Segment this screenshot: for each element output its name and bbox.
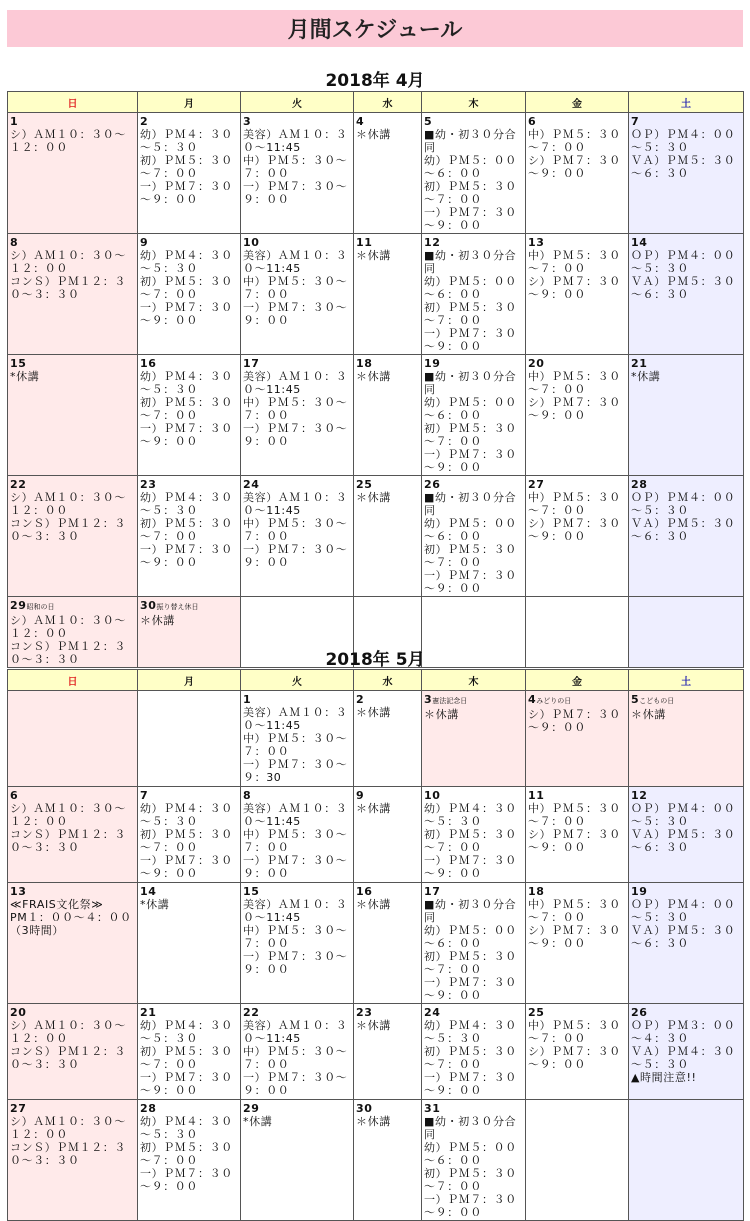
day-number: 15 xyxy=(10,357,27,370)
schedule-entry: PM１：００～４：００ xyxy=(10,911,132,924)
day-number: 14 xyxy=(631,236,648,249)
schedule-entry: ＶＡ）ＰＭ５：３０～６：３０ xyxy=(631,275,736,301)
weekday-header: 金 xyxy=(526,92,629,113)
schedule-entry: 一）ＰＭ７：３０～９：００ xyxy=(140,180,233,206)
weekday-header: 火 xyxy=(241,92,354,113)
schedule-entry: コンＳ）ＰＭ１２：３０～３：３０ xyxy=(10,275,126,301)
day-cell xyxy=(138,476,241,597)
day-cell xyxy=(138,787,241,883)
day-cell xyxy=(422,113,526,234)
day-number: 31 xyxy=(424,1102,441,1115)
schedule-entry: ＊休講 xyxy=(356,802,391,815)
schedule-entry: 初）ＰＭ５：３０～７：００ xyxy=(140,1045,233,1071)
week-row xyxy=(8,1004,744,1100)
day-cell xyxy=(526,691,629,787)
schedule-entry: 中）ＰＭ５：３０～７：００ xyxy=(528,1019,621,1045)
weekday-header: 火 xyxy=(241,670,354,691)
schedule-entry: 一）ＰＭ７：３０～９：００ xyxy=(424,976,517,1002)
schedule-entry: 一）ＰＭ７：３０～９：００ xyxy=(243,1071,348,1097)
day-cell xyxy=(354,691,422,787)
schedule-entry: 美容）ＡＭ１０：３０～11:45 xyxy=(243,706,348,732)
schedule-entry: ＶＡ）ＰＭ５：３０～６：３０ xyxy=(631,924,736,950)
schedule-entry: 幼）ＰＭ５：００～６：００ xyxy=(424,924,517,950)
day-number: 7 xyxy=(140,789,149,802)
day-number: 17 xyxy=(243,357,260,370)
schedule-entry: ＊休講 xyxy=(356,706,391,719)
day-cell xyxy=(629,476,744,597)
schedule-entry: 美容）ＡＭ１０：３０～11:45 xyxy=(243,249,348,275)
day-number: 1 xyxy=(243,693,252,706)
schedule-entry: 中）ＰＭ５：３０～７：００ xyxy=(528,128,621,154)
schedule-entry: 美容）ＡＭ１０：３０～11:45 xyxy=(243,128,348,154)
schedule-entry: ▲時間注意!! xyxy=(631,1071,697,1084)
schedule-entry: ■幼・初３０分合同 xyxy=(424,898,517,924)
weekday-header: 月 xyxy=(138,92,241,113)
day-number: 11 xyxy=(356,236,373,249)
schedule-entry: 一）ＰＭ７：３０～９：００ xyxy=(424,327,517,353)
day-number: 29 xyxy=(243,1102,260,1115)
schedule-entry: 初）ＰＭ５：３０～７：００ xyxy=(424,828,517,854)
calendar-april xyxy=(7,91,744,668)
day-cell xyxy=(526,883,629,1004)
day-number: 17 xyxy=(424,885,441,898)
day-cell xyxy=(138,691,241,787)
schedule-entry: ＊休講 xyxy=(356,249,391,262)
day-number: 2 xyxy=(140,115,149,128)
day-cell xyxy=(138,883,241,1004)
day-number: 8 xyxy=(10,236,19,249)
day-cell xyxy=(629,787,744,883)
day-cell xyxy=(629,113,744,234)
schedule-entry: 一）ＰＭ７：３０～９：30 xyxy=(243,758,348,784)
holiday-name: こどもの日 xyxy=(639,697,675,705)
day-cell xyxy=(354,476,422,597)
day-cell xyxy=(629,234,744,355)
schedule-entry: ■幼・初３０分合同 xyxy=(424,1115,517,1141)
week-row xyxy=(8,113,744,234)
day-cell xyxy=(8,355,138,476)
day-number: 16 xyxy=(356,885,373,898)
schedule-entry: 一）ＰＭ７：３０～９：００ xyxy=(140,543,233,569)
day-cell xyxy=(354,355,422,476)
schedule-entry: *休講 xyxy=(243,1115,273,1128)
schedule-entry: 美容）ＡＭ１０：３０～11:45 xyxy=(243,370,348,396)
day-number: 22 xyxy=(243,1006,260,1019)
schedule-entry: *休講 xyxy=(140,898,170,911)
schedule-entry: 幼）ＰＭ４：３０～５：３０ xyxy=(424,1019,517,1045)
schedule-entry: 初）ＰＭ５：３０～７：００ xyxy=(140,275,233,301)
schedule-entry: ＊休講 xyxy=(356,1019,391,1032)
day-number: 25 xyxy=(356,478,373,491)
day-cell xyxy=(8,691,138,787)
day-cell xyxy=(241,355,354,476)
page-title: 月間スケジュール xyxy=(7,10,743,47)
schedule-entry: ＯＰ）ＰＭ４：００～５：３０ xyxy=(631,802,736,828)
schedule-entry: （3時間） xyxy=(10,924,64,937)
schedule-entry: 幼）ＰＭ４：３０～５：３０ xyxy=(140,1019,233,1045)
schedule-entry: 一）ＰＭ７：３０～９：００ xyxy=(424,448,517,474)
day-cell xyxy=(8,883,138,1004)
day-number: 25 xyxy=(528,1006,545,1019)
day-cell xyxy=(422,234,526,355)
day-cell xyxy=(241,1100,354,1221)
schedule-entry: 中）ＰＭ５：３０～７：００ xyxy=(243,517,348,543)
schedule-entry: シ）ＡＭ１０：３０～１２：００ xyxy=(10,614,126,640)
day-cell xyxy=(354,787,422,883)
day-number: 4 xyxy=(528,693,537,706)
day-cell xyxy=(241,113,354,234)
schedule-entry: 一）ＰＭ７：３０～９：００ xyxy=(140,854,233,880)
day-number: 20 xyxy=(10,1006,27,1019)
schedule-entry: 一）ＰＭ７：３０～９：００ xyxy=(243,301,348,327)
schedule-entry: ■幼・初３０分合同 xyxy=(424,491,517,517)
schedule-entry: 幼）ＰＭ５：００～６：００ xyxy=(424,396,517,422)
day-cell xyxy=(422,787,526,883)
day-cell xyxy=(354,883,422,1004)
schedule-entry: 一）ＰＭ７：３０～９：００ xyxy=(243,950,348,976)
day-number: 30 xyxy=(356,1102,373,1115)
schedule-entry: ＯＰ）ＰＭ４：００～５：３０ xyxy=(631,249,736,275)
day-number: 23 xyxy=(356,1006,373,1019)
weekday-header: 水 xyxy=(354,92,422,113)
month-title-april: 2018年 4月 xyxy=(325,71,425,91)
day-number: 7 xyxy=(631,115,640,128)
day-number: 18 xyxy=(356,357,373,370)
day-number: 5 xyxy=(631,693,640,706)
day-cell xyxy=(629,355,744,476)
schedule-entry: 一）ＰＭ７：３０～９：００ xyxy=(140,1071,233,1097)
schedule-entry: 中）ＰＭ５：３０～７：００ xyxy=(528,802,621,828)
schedule-entry: 初）ＰＭ５：３０～７：００ xyxy=(140,396,233,422)
schedule-entry: コンＳ）ＰＭ１２：３０～３：３０ xyxy=(10,1045,126,1071)
day-cell xyxy=(526,787,629,883)
schedule-entry: ■幼・初３０分合同 xyxy=(424,128,517,154)
day-number: 26 xyxy=(424,478,441,491)
weekday-header: 月 xyxy=(138,670,241,691)
schedule-entry: 幼）ＰＭ５：００～６：００ xyxy=(424,1141,517,1167)
day-cell xyxy=(354,1004,422,1100)
schedule-entry: コンＳ）ＰＭ１２：３０～３：３０ xyxy=(10,517,126,543)
schedule-entry: コンＳ）ＰＭ１２：３０～３：３０ xyxy=(10,828,126,854)
schedule-entry: 幼）ＰＭ４：３０～５：３０ xyxy=(140,802,233,828)
schedule-entry: シ）ＰＭ７：３０～９：００ xyxy=(528,1045,621,1071)
day-cell xyxy=(526,113,629,234)
schedule-entry: 中）ＰＭ５：３０～７：００ xyxy=(528,491,621,517)
schedule-entry: 初）ＰＭ５：３０～７：００ xyxy=(424,301,517,327)
schedule-entry: *休講 xyxy=(10,370,40,383)
day-cell xyxy=(8,476,138,597)
day-number: 4 xyxy=(356,115,365,128)
day-number: 12 xyxy=(631,789,648,802)
schedule-entry: ＶＡ）ＰＭ５：３０～６：３０ xyxy=(631,517,736,543)
schedule-entry: ＯＰ）ＰＭ４：００～５：３０ xyxy=(631,898,736,924)
day-cell xyxy=(526,355,629,476)
day-cell xyxy=(138,234,241,355)
day-number: 29 xyxy=(10,599,27,612)
schedule-entry: 初）ＰＭ５：３０～７：００ xyxy=(140,1141,233,1167)
day-cell xyxy=(241,883,354,1004)
day-number: 28 xyxy=(631,478,648,491)
day-number: 19 xyxy=(424,357,441,370)
day-number: 19 xyxy=(631,885,648,898)
schedule-entry: 一）ＰＭ７：３０～９：００ xyxy=(424,854,517,880)
day-cell xyxy=(241,787,354,883)
day-number: 3 xyxy=(243,115,252,128)
schedule-entry: シ）ＡＭ１０：３０～１２：００ xyxy=(10,802,126,828)
holiday-name: 昭和の日 xyxy=(26,603,55,611)
schedule-entry: 初）ＰＭ５：３０～７：００ xyxy=(424,180,517,206)
schedule-entry: ＊休講 xyxy=(356,370,391,383)
day-number: 21 xyxy=(140,1006,157,1019)
schedule-entry: 幼）ＰＭ４：３０～５：３０ xyxy=(140,128,233,154)
day-cell xyxy=(526,1004,629,1100)
day-number: 30 xyxy=(140,599,157,612)
schedule-entry: 中）ＰＭ５：３０～７：００ xyxy=(243,732,348,758)
schedule-entry: 一）ＰＭ７：３０～９：００ xyxy=(243,422,348,448)
day-number: 18 xyxy=(528,885,545,898)
day-number: 24 xyxy=(243,478,260,491)
schedule-entry: 初）ＰＭ５：３０～７：００ xyxy=(424,422,517,448)
schedule-entry: ＊休講 xyxy=(356,491,391,504)
day-cell xyxy=(241,1004,354,1100)
week-row xyxy=(8,355,744,476)
day-number: 2 xyxy=(356,693,365,706)
schedule-entry: 中）ＰＭ５：３０～７：００ xyxy=(528,898,621,924)
week-row xyxy=(8,1100,744,1221)
day-number: 5 xyxy=(424,115,433,128)
schedule-entry: 一）ＰＭ７：３０～９：００ xyxy=(140,301,233,327)
schedule-entry: 幼）ＰＭ４：３０～５：３０ xyxy=(140,249,233,275)
day-cell xyxy=(629,691,744,787)
schedule-entry: シ）ＡＭ１０：３０～１２：００ xyxy=(10,1115,126,1141)
day-number: 15 xyxy=(243,885,260,898)
schedule-entry: ＊休講 xyxy=(631,708,666,721)
day-number: 10 xyxy=(243,236,260,249)
schedule-entry: ＊休講 xyxy=(140,614,175,627)
day-cell xyxy=(138,1004,241,1100)
schedule-entry: シ）ＡＭ１０：３０～１２：００ xyxy=(10,249,126,275)
schedule-entry: ＊休講 xyxy=(356,898,391,911)
day-cell xyxy=(8,234,138,355)
weekday-header: 木 xyxy=(422,92,526,113)
schedule-entry: 一）ＰＭ７：３０～９：００ xyxy=(424,1193,517,1219)
calendar-may xyxy=(7,669,744,1221)
day-number: 14 xyxy=(140,885,157,898)
schedule-entry: 中）ＰＭ５：３０～７：００ xyxy=(243,828,348,854)
day-cell xyxy=(354,1100,422,1221)
schedule-entry: シ）ＰＭ７：３０～９：００ xyxy=(528,708,621,734)
day-cell xyxy=(422,691,526,787)
day-number: 9 xyxy=(356,789,365,802)
schedule-entry: 美容）ＡＭ１０：３０～11:45 xyxy=(243,898,348,924)
holiday-name: 振り替え休日 xyxy=(156,603,199,611)
schedule-entry: ＶＡ）ＰＭ５：３０～６：３０ xyxy=(631,828,736,854)
schedule-entry: シ）ＰＭ７：３０～９：００ xyxy=(528,154,621,180)
day-cell xyxy=(354,234,422,355)
day-number: 16 xyxy=(140,357,157,370)
schedule-entry: 中）ＰＭ５：３０～７：００ xyxy=(528,249,621,275)
schedule-entry: 幼）ＰＭ５：００～６：００ xyxy=(424,517,517,543)
day-cell xyxy=(138,1100,241,1221)
schedule-entry: 中）ＰＭ５：３０～７：００ xyxy=(243,275,348,301)
day-cell xyxy=(241,234,354,355)
schedule-entry: シ）ＡＭ１０：３０～１２：００ xyxy=(10,128,126,154)
day-number: 3 xyxy=(424,693,433,706)
day-cell xyxy=(526,476,629,597)
weekday-header: 土 xyxy=(629,92,744,113)
schedule-entry: 美容）ＡＭ１０：３０～11:45 xyxy=(243,491,348,517)
schedule-entry: シ）ＰＭ７：３０～９：００ xyxy=(528,828,621,854)
schedule-entry: 初）ＰＭ５：３０～７：００ xyxy=(140,154,233,180)
schedule-entry: ≪FRAIS文化祭≫ xyxy=(10,898,104,911)
schedule-entry: 幼）ＰＭ４：３０～５：３０ xyxy=(140,1115,233,1141)
schedule-entry: 幼）ＰＭ４：３０～５：３０ xyxy=(140,491,233,517)
schedule-entry: シ）ＡＭ１０：３０～１２：００ xyxy=(10,1019,126,1045)
week-row xyxy=(8,234,744,355)
schedule-entry: ＯＰ）ＰＭ３：００～４：３０ xyxy=(631,1019,736,1045)
day-number: 22 xyxy=(10,478,27,491)
schedule-entry: 初）ＰＭ５：３０～７：００ xyxy=(424,1045,517,1071)
schedule-entry: シ）ＰＭ７：３０～９：００ xyxy=(528,517,621,543)
day-number: 8 xyxy=(243,789,252,802)
day-number: 6 xyxy=(528,115,537,128)
day-cell xyxy=(241,476,354,597)
schedule-entry: 初）ＰＭ５：３０～７：００ xyxy=(424,543,517,569)
schedule-entry: ＯＰ）ＰＭ４：００～５：３０ xyxy=(631,491,736,517)
day-cell xyxy=(8,787,138,883)
schedule-entry: シ）ＰＭ７：３０～９：００ xyxy=(528,924,621,950)
day-number: 13 xyxy=(10,885,27,898)
weekday-header: 木 xyxy=(422,670,526,691)
schedule-entry: 幼）ＰＭ４：３０～５：３０ xyxy=(424,802,517,828)
schedule-entry: シ）ＡＭ１０：３０～１２：００ xyxy=(10,491,126,517)
schedule-entry: ＊休講 xyxy=(356,128,391,141)
day-cell xyxy=(422,883,526,1004)
holiday-name: 憲法記念日 xyxy=(432,697,468,705)
schedule-entry: 美容）ＡＭ１０：３０～11:45 xyxy=(243,1019,348,1045)
schedule-entry: ＶＡ）ＰＭ４：３０～５：３０ xyxy=(631,1045,736,1071)
week-row xyxy=(8,883,744,1004)
day-cell xyxy=(526,234,629,355)
day-cell xyxy=(629,1100,744,1221)
schedule-entry: 美容）ＡＭ１０：３０～11:45 xyxy=(243,802,348,828)
week-row xyxy=(8,476,744,597)
day-cell xyxy=(422,1100,526,1221)
schedule-entry: ■幼・初３０分合同 xyxy=(424,370,517,396)
week-row xyxy=(8,787,744,883)
schedule-entry: ＯＰ）ＰＭ４：００～５：３０ xyxy=(631,128,736,154)
schedule-entry: 中）ＰＭ５：３０～７：００ xyxy=(243,924,348,950)
schedule-entry: 一）ＰＭ７：３０～９：００ xyxy=(243,543,348,569)
day-cell xyxy=(8,113,138,234)
schedule-entry: 中）ＰＭ５：３０～７：００ xyxy=(243,396,348,422)
schedule-entry: ＶＡ）ＰＭ５：３０～６：３０ xyxy=(631,154,736,180)
day-number: 23 xyxy=(140,478,157,491)
day-number: 27 xyxy=(528,478,545,491)
schedule-entry: 中）ＰＭ５：３０～７：００ xyxy=(243,1045,348,1071)
schedule-entry: シ）ＰＭ７：３０～９：００ xyxy=(528,396,621,422)
schedule-entry: 幼）ＰＭ５：００～６：００ xyxy=(424,275,517,301)
day-number: 28 xyxy=(140,1102,157,1115)
week-row xyxy=(8,691,744,787)
day-cell xyxy=(138,113,241,234)
day-cell xyxy=(629,883,744,1004)
day-number: 26 xyxy=(631,1006,648,1019)
schedule-entry: 幼）ＰＭ５：００～６：００ xyxy=(424,154,517,180)
schedule-entry: 初）ＰＭ５：３０～７：００ xyxy=(424,950,517,976)
schedule-entry: 一）ＰＭ７：３０～９：００ xyxy=(424,206,517,232)
day-number: 27 xyxy=(10,1102,27,1115)
day-number: 12 xyxy=(424,236,441,249)
schedule-entry: 初）ＰＭ５：３０～７：００ xyxy=(424,1167,517,1193)
schedule-entry: 初）ＰＭ５：３０～７：００ xyxy=(140,517,233,543)
day-cell xyxy=(241,691,354,787)
schedule-entry: 一）ＰＭ７：３０～９：００ xyxy=(243,180,348,206)
schedule-entry: ＊休講 xyxy=(424,708,459,721)
schedule-entry: 初）ＰＭ５：３０～７：００ xyxy=(140,828,233,854)
day-cell xyxy=(629,1004,744,1100)
schedule-entry: 一）ＰＭ７：３０～９：００ xyxy=(140,422,233,448)
schedule-entry: 一）ＰＭ７：３０～９：００ xyxy=(140,1167,233,1193)
day-cell xyxy=(8,1100,138,1221)
schedule-entry: 一）ＰＭ７：３０～９：００ xyxy=(243,854,348,880)
day-cell xyxy=(526,1100,629,1221)
schedule-entry: 幼）ＰＭ４：３０～５：３０ xyxy=(140,370,233,396)
day-number: 9 xyxy=(140,236,149,249)
day-cell xyxy=(8,1004,138,1100)
schedule-entry: 中）ＰＭ５：３０～７：００ xyxy=(528,370,621,396)
month-title-may: 2018年 5月 xyxy=(325,650,425,670)
holiday-name: みどりの日 xyxy=(536,697,572,705)
day-cell xyxy=(422,1004,526,1100)
schedule-entry: 中）ＰＭ５：３０～７：００ xyxy=(243,154,348,180)
weekday-header: 日 xyxy=(8,92,138,113)
schedule-entry: 一）ＰＭ７：３０～９：００ xyxy=(424,569,517,595)
day-number: 13 xyxy=(528,236,545,249)
day-cell xyxy=(354,113,422,234)
weekday-header: 土 xyxy=(629,670,744,691)
weekday-header: 金 xyxy=(526,670,629,691)
schedule-entry: シ）ＰＭ７：３０～９：００ xyxy=(528,275,621,301)
day-cell xyxy=(422,355,526,476)
day-number: 21 xyxy=(631,357,648,370)
weekday-header: 水 xyxy=(354,670,422,691)
day-number: 20 xyxy=(528,357,545,370)
schedule-entry: 一）ＰＭ７：３０～９：００ xyxy=(424,1071,517,1097)
schedule-entry: コンＳ）ＰＭ１２：３０～３：３０ xyxy=(10,640,126,666)
schedule-entry: *休講 xyxy=(631,370,661,383)
day-number: 11 xyxy=(528,789,545,802)
day-number: 1 xyxy=(10,115,19,128)
weekday-header: 日 xyxy=(8,670,138,691)
day-cell xyxy=(422,476,526,597)
day-number: 24 xyxy=(424,1006,441,1019)
day-number: 6 xyxy=(10,789,19,802)
schedule-entry: ＊休講 xyxy=(356,1115,391,1128)
day-number: 10 xyxy=(424,789,441,802)
schedule-entry: ■幼・初３０分合同 xyxy=(424,249,517,275)
day-cell xyxy=(138,355,241,476)
schedule-entry: コンＳ）ＰＭ１２：３０～３：３０ xyxy=(10,1141,126,1167)
